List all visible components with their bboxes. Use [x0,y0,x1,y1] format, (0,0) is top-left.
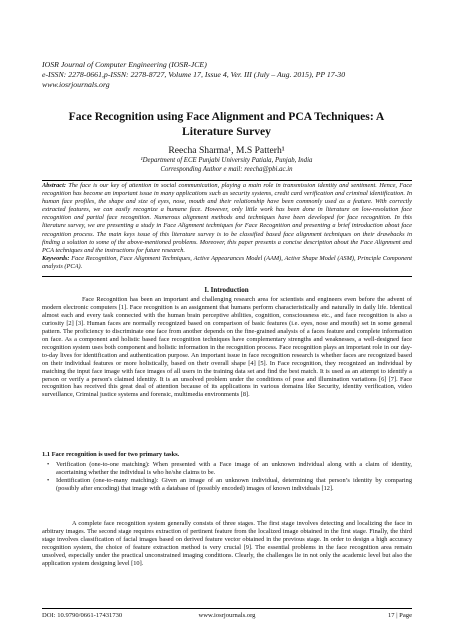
paper-authors: Reecha Sharma¹, M.S Patterh¹ [168,145,285,156]
introduction-paragraph-2: A complete face recognition system generally consists of three stages. The first stage involves detecting and localizing the face in arbitrary images. The second stage requires extraction of pertinent feature from the localized image obtained in the first stage. Finally, the third stage involves classification of facial images based on derived feature vector obtained in the previous stage. In order to design a high accuracy recognition system, the choice of feature extraction method is very crucial [9]. The essential problems in the face recognition area remain unsolved, especially under the practical unconstrained imaging conditions. Clearly, the challenges lie in not only the academic level but also the application system designing level [10]. [42,520,412,567]
keywords-bottom-rule [42,276,412,277]
bullet-icon: • [47,461,50,468]
abstract [42,182,412,255]
footer-rule [42,608,412,609]
abstract-label: Abstract: [42,182,66,189]
author-affiliation: ¹Department of ECE Punjabi University Patiala, Punjab, India [140,157,313,164]
list-item-text: Identification (one-to-many matching): Given an image of an unknown individual, determining that person’s identity by comparing (possibly after encoding) that image with a database of (possibly encoded) images of known individuals [12]. [56,476,412,492]
subsection-heading: 1.1 Face recognition is used for two primary tasks. [42,451,180,458]
journal-name: IOSR Journal of Computer Engineering (IOSR-JCE) [42,60,207,69]
paper-title: Face Recognition using Face Alignment and PCA Techniques: A Literature Survey [68,110,385,138]
list-item-text: Verification (one-to-one matching): When presented with a Face image of an unknown individual along with a claim of identity, ascertaining whether the individual is who he/she claims to be. [56,461,412,476]
keywords-text: Face Recognition, Face Alignment Techniques, Active Appearances Model (AAM), Active Shape Model (ASM), Principle Component analysis (PCA). [42,255,412,271]
abstract-text: The face is our key of attention in social communication, playing a main role in transmission identity and sentiment. Hence, Face recognition has become an important issue in many applications such as security systems, credit card verification and criminal identification. In human face profiles, the shape and size of eyes, nose, mouth and their relationship have been commonly used as a feature. With correctly extracted features, we can easily recognize a humane face. However, only little work has been done in literature on low-resolution face recognition and partial face recognition. Numerous alignment methods and techniques have been developed for face recognition. In this literature survey, we are presenting a study in Face Alignment techniques for Face Recognition and presenting a brief introduction about face recognition process. The main keys issue of this literature survey is to be classified based face alignment techniques on their drawbacks in finding a solution to some of the above-mentioned problems. Moreover, this paper presents a concise description about the Face Alignment and PCA techniques and the instructions for future research. [42,182,412,254]
footer-page-number: 17 | Page [387,612,412,619]
abstract-top-rule [42,180,412,181]
author-affiliation-block [0,157,453,174]
introduction-paragraph-1: Face Recognition has been an important and challenging research area for scientists and engineers even before the advent of modern electronic computers [1]. Face recognition is an assignment that humans perform characteristically and naturally in daily life. Identical almost each and every task connected with the human brain perceptive abilities, cognition, consciousness etc., and face recognition is also a curiosity [2] [3]. Human faces are normally recognized based on comparison of basic features (i.e. eyes, nose and mouth) set in some general pattern. The proficiency to discriminate one face from another depends on the fine-grained analysis of a faces feature and complete information on face. As a component and holistic based face recognition techniques have complementary strengths and weaknesses, a well-designed face recognition system uses both component and holistic information in the recognition process. Face recognition plays an important role in our day-to-day lives for identification and authentication purpose. An important issue in face recognition research is whether faces are recognized based on their individual features or more holistically, based on their overall shape [4] [5]. In Face recognition, they recognized an individual by matching the input face image with face images of all users in the training data set and find the best match. It is used as an attempt to identify a person or verify a person's claimed identity. It is an unsolved problem under the conditions of pose and illumination variations [6] [7]. Face recognition has received this great deal of attention because of its applications in various domains like Security, identity verification, video surveillance, Criminal justice systems and forensic, multimedia environments [8]. [42,296,412,399]
list-item [42,477,412,493]
keywords-label: Keywords: [42,255,70,262]
section-title-introduction: I. Introduction [204,286,249,294]
journal-header [42,60,345,90]
corresponding-author: Corresponding Author e mail: reecha@pbi.ac.in [160,165,293,173]
list-item [42,461,412,477]
bullet-icon: • [47,476,50,484]
footer-doi: DOI: 10.9790/0661-17431730 [42,612,123,619]
footer-website: www.iosrjournals.org [198,612,256,619]
journal-website: www.iosrjournals.org [42,80,110,89]
keywords [42,255,412,271]
primary-tasks-list [42,461,412,493]
journal-issn: e-ISSN: 2278-0661,p-ISSN: 2278-8727, Volume 17, Issue 4, Ver. III (July – Aug. 2015), PP 17-30 [42,70,346,79]
